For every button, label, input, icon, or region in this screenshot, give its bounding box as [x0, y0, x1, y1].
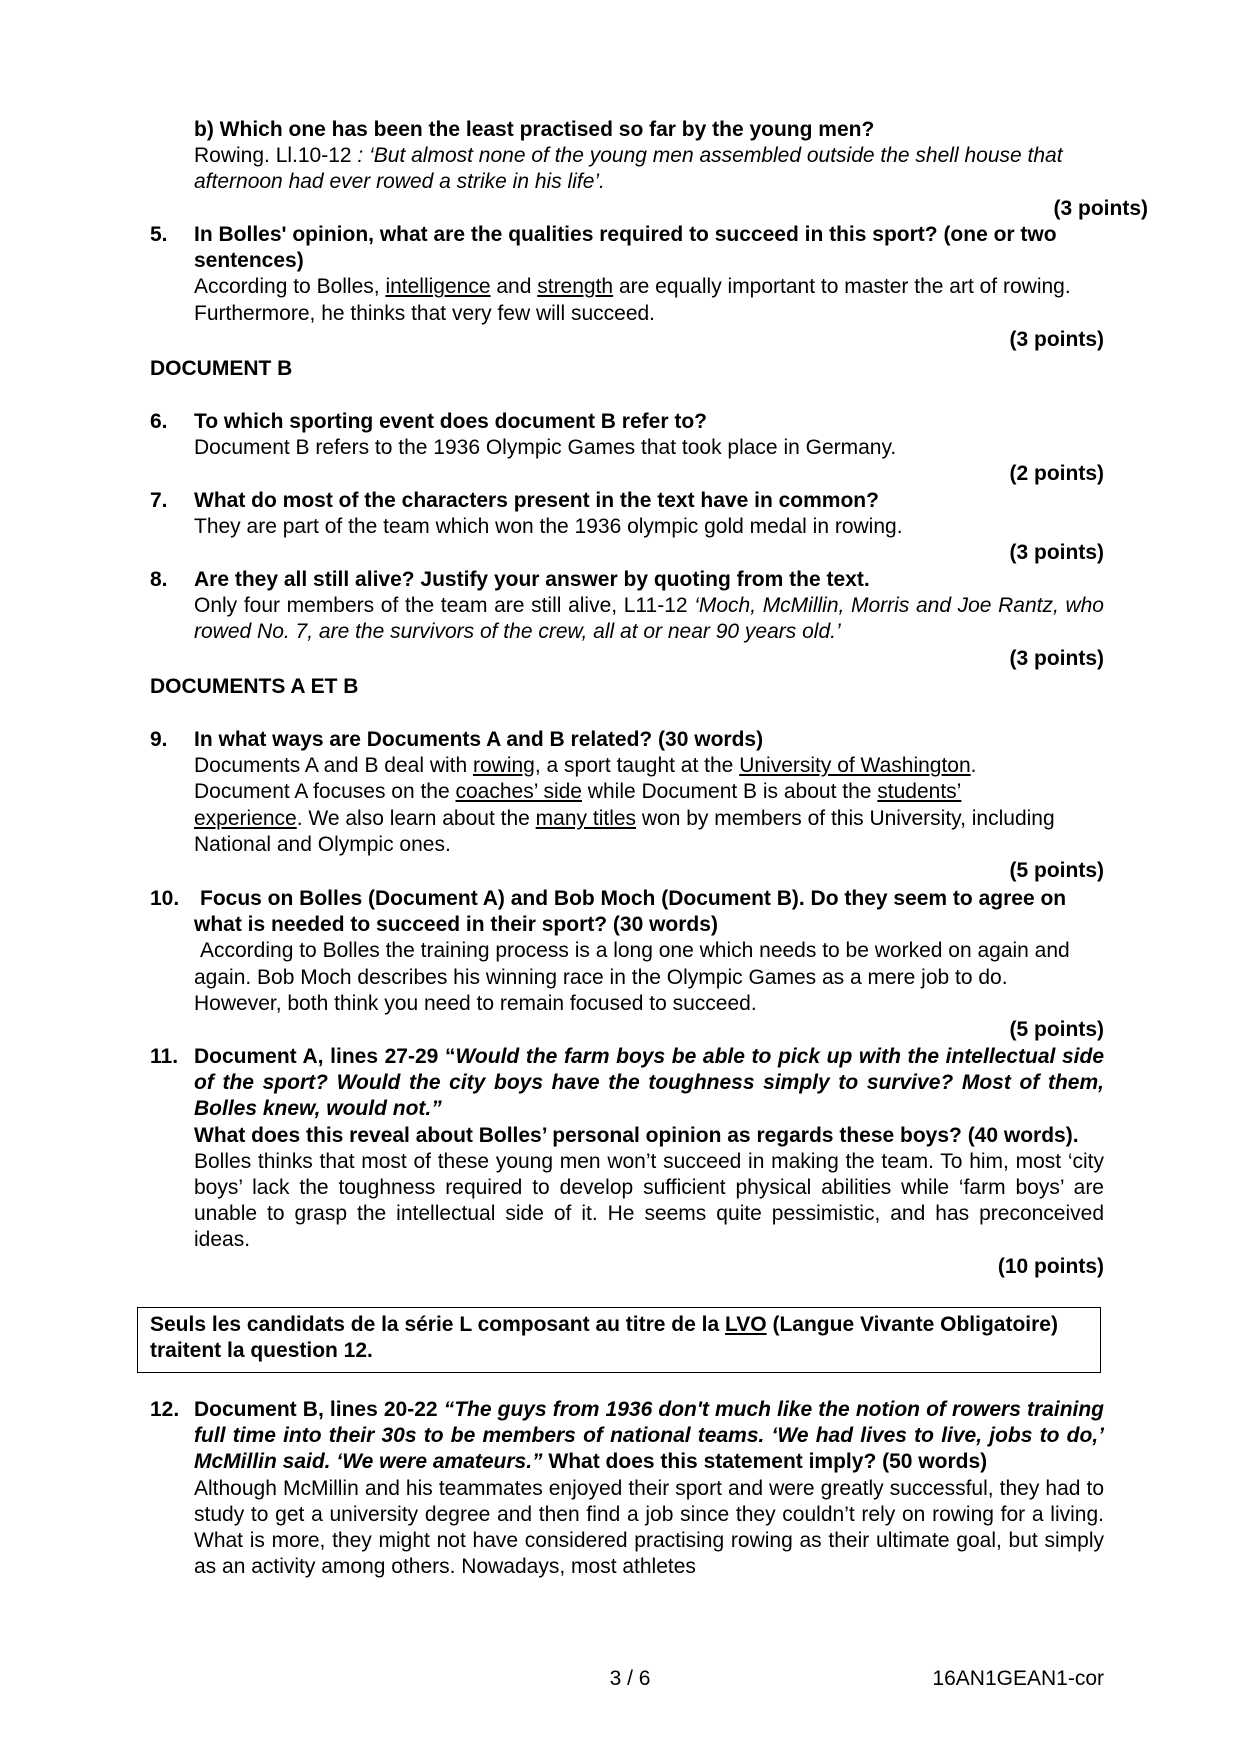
question-number: 9.: [150, 728, 168, 751]
question-5: [150, 222, 1104, 353]
points-10: (5 points): [1009, 1018, 1104, 1042]
points-7: (3 points): [1009, 541, 1104, 565]
page-number: 3 / 6: [609, 1667, 651, 1690]
question-10: [150, 886, 1104, 1043]
document-code: 16AN1GEAN1-cor: [932, 1667, 1104, 1690]
question-number: 7.: [150, 489, 168, 512]
question-number: 12.: [150, 1398, 180, 1421]
question-12: [150, 1397, 1104, 1580]
lvo-notice-box: Seuls les candidats de la série L composant au titre de la LVO (Langue Vivante Obligatoire) traitent la question 12.: [137, 1307, 1101, 1373]
question-7-text: What do most of the characters present in the text have in common?: [194, 489, 879, 512]
question-4b-answer: Rowing. Ll.10-12 : ‘But almost none of the young men assembled outside the shell house that afternoon had ever rowed a strike in his life’.: [194, 144, 1063, 194]
question-8-text: Are they all still alive? Justify your answer by quoting from the text.: [194, 568, 870, 591]
points-5: (3 points): [1009, 327, 1104, 351]
question-8-answer: Only four members of the team are still alive, L11-12 ‘Moch, McMillin, Morris and Joe Rantz, who rowed No. 7, are the survivors of the crew, all at or near 90 years old.’: [194, 594, 1104, 644]
question-number: 11.: [150, 1045, 179, 1068]
question-4b-text: b) Which one has been the least practised so far by the young men?: [194, 118, 875, 141]
question-10-text: Focus on Bolles (Document A) and Bob Moch (Document B). Do they seem to agree on what is needed to succeed in their sport? (30 words): [194, 887, 1067, 937]
section-heading-documents-a-b: DOCUMENTS A ET B: [150, 675, 359, 698]
points-6: (2 points): [1009, 462, 1104, 486]
question-8: [150, 567, 1104, 672]
question-11-prompt: Document A, lines 27-29 “Would the farm boys be able to pick up with the intellectual side of the sport? Would the city boys have the toughness simply to survive? Most of them, Bolles knew, would not.”: [194, 1045, 1104, 1121]
question-10-answer: According to Bolles the training process is a long one which needs to be worked on again and again. Bob Moch describes his winning race in the Olympic Games as a mere job to do. However, both think you need to remain focused to succeed.: [194, 939, 1070, 1015]
question-11: [150, 1044, 1104, 1280]
question-5-answer: According to Bolles, intelligence and strength are equally important to master the art of rowing. Furthermore, he thinks that very few will succeed.: [194, 275, 1071, 325]
points-9: (5 points): [1009, 859, 1104, 883]
points-4b: (3 points): [1053, 196, 1148, 220]
section-heading-document-b: DOCUMENT B: [150, 357, 293, 380]
question-number: 10.: [150, 887, 180, 910]
question-6-text: To which sporting event does document B refer to?: [194, 410, 707, 433]
question-11-text: What does this reveal about Bolles’ personal opinion as regards these boys? (40 words).: [194, 1123, 1079, 1147]
question-5-text: In Bolles' opinion, what are the qualities required to succeed in this sport? (one or two sentences): [194, 223, 1057, 273]
points-8: (3 points): [1009, 646, 1104, 670]
question-6: [150, 409, 1104, 488]
question-number: 8.: [150, 568, 168, 591]
question-9-text: In what ways are Documents A and B related? (30 words): [194, 728, 764, 751]
points-11: (10 points): [997, 1254, 1104, 1278]
question-6-answer: Document B refers to the 1936 Olympic Games that took place in Germany.: [194, 436, 897, 460]
question-11-answer: Bolles thinks that most of these young men won’t succeed in making the team. To him, most ‘city boys’ lack the toughness required to develop sufficient physical abilities while ‘farm boys’ are unable to grasp the intellectual side of it. He seems quite pessimistic, and has preconceived ideas.: [194, 1149, 1104, 1252]
question-7-answer: They are part of the team which won the 1936 olympic gold medal in rowing.: [194, 515, 903, 539]
question-12-answer: Although McMillin and his teammates enjoyed their sport and were greatly successful, they had to study to get a university degree and then find a job since they couldn’t rely on rowing for a living. What is more, they might not have considered practising rowing as their ultimate goal, but simply as an activity among others. Nowadays, most athletes: [194, 1476, 1104, 1579]
question-9: [150, 727, 1104, 884]
question-12-prompt: Document B, lines 20-22 “The guys from 1936 don't much like the notion of rowers training full time into their 30s to be members of national teams. ‘We had lives to live, jobs to do,’ McMillin said. ‘We were amateurs.” What does this statement imply? (50 words): [194, 1398, 1105, 1474]
question-7: [150, 488, 1104, 567]
question-4b: [150, 117, 1148, 222]
question-number: 6.: [150, 410, 168, 433]
question-number: 5.: [150, 223, 168, 246]
question-9-answer: Documents A and B deal with rowing, a sport taught at the University of Washington. Document A focuses on the coaches’ side while Document B is about the students’ experience. We also learn about the many titles won by members of this University, including National and Olympic ones.: [194, 754, 1055, 856]
